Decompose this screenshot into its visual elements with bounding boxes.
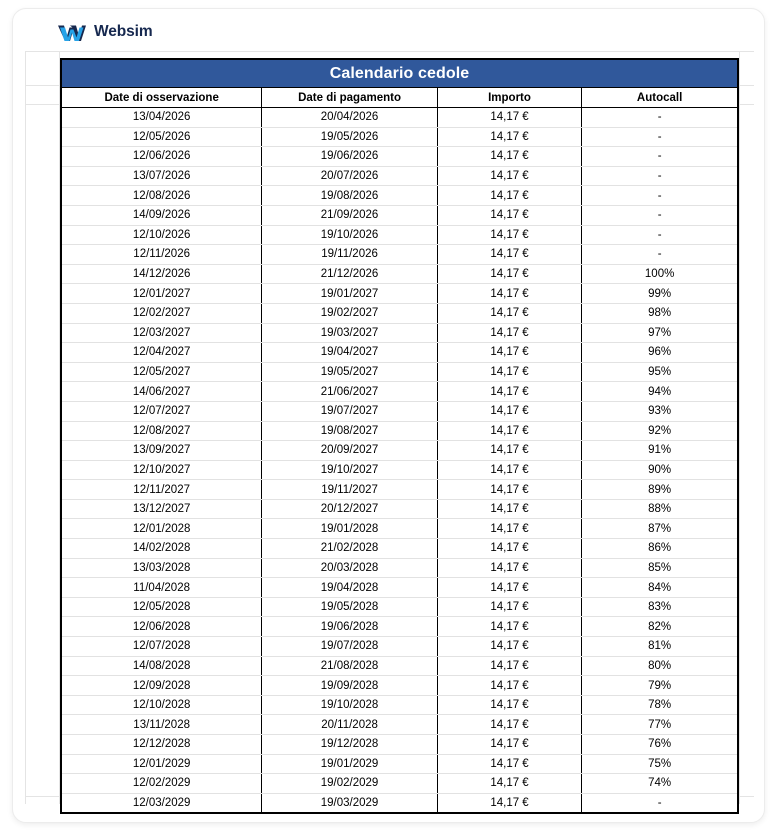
- table-row: [62, 774, 737, 794]
- table-row: [62, 460, 737, 480]
- cell-observation-date: 14/02/2028: [62, 539, 262, 559]
- cell-amount: 14,17 €: [437, 637, 581, 657]
- table-row: [62, 441, 737, 461]
- cell-observation-date: 12/02/2029: [62, 774, 262, 794]
- cell-observation-date: 14/06/2027: [62, 382, 262, 402]
- table-row: [62, 108, 737, 128]
- table-row: [62, 499, 737, 519]
- table-row: [62, 695, 737, 715]
- cell-payment-date: 19/02/2029: [262, 774, 438, 794]
- cell-autocall: 88%: [582, 499, 737, 519]
- cell-autocall: 84%: [582, 578, 737, 598]
- table-row: [62, 264, 737, 284]
- cell-amount: 14,17 €: [437, 382, 581, 402]
- cell-autocall: 92%: [582, 421, 737, 441]
- cell-payment-date: 19/06/2028: [262, 617, 438, 637]
- cell-observation-date: 12/09/2028: [62, 676, 262, 696]
- cell-payment-date: 19/12/2028: [262, 735, 438, 755]
- cell-payment-date: 19/11/2026: [262, 245, 438, 265]
- cell-amount: 14,17 €: [437, 362, 581, 382]
- cell-autocall: 78%: [582, 695, 737, 715]
- cell-autocall: 94%: [582, 382, 737, 402]
- cell-observation-date: 14/09/2026: [62, 205, 262, 225]
- cell-amount: 14,17 €: [437, 205, 581, 225]
- table-row: [62, 382, 737, 402]
- table-row: [62, 676, 737, 696]
- cell-payment-date: 19/05/2028: [262, 597, 438, 617]
- cell-payment-date: 19/01/2027: [262, 284, 438, 304]
- table-row: [62, 343, 737, 363]
- cell-amount: 14,17 €: [437, 793, 581, 812]
- coupon-calendar-table: [62, 88, 737, 812]
- table-row: [62, 656, 737, 676]
- cell-payment-date: 20/04/2026: [262, 108, 438, 128]
- table-row: [62, 362, 737, 382]
- cell-amount: 14,17 €: [437, 735, 581, 755]
- cell-payment-date: 21/06/2027: [262, 382, 438, 402]
- cell-autocall: 99%: [582, 284, 737, 304]
- cell-amount: 14,17 €: [437, 284, 581, 304]
- cell-observation-date: 12/06/2026: [62, 147, 262, 167]
- cell-observation-date: 13/09/2027: [62, 441, 262, 461]
- cell-amount: 14,17 €: [437, 676, 581, 696]
- websim-w-logo-icon: [57, 21, 87, 43]
- cell-amount: 14,17 €: [437, 754, 581, 774]
- cell-amount: 14,17 €: [437, 695, 581, 715]
- table-row: [62, 754, 737, 774]
- cell-autocall: 97%: [582, 323, 737, 343]
- cell-amount: 14,17 €: [437, 441, 581, 461]
- cell-autocall: 74%: [582, 774, 737, 794]
- table-row: [62, 715, 737, 735]
- cell-amount: 14,17 €: [437, 617, 581, 637]
- cell-autocall: 83%: [582, 597, 737, 617]
- cell-observation-date: 12/05/2027: [62, 362, 262, 382]
- cell-autocall: -: [582, 186, 737, 206]
- cell-payment-date: 19/03/2027: [262, 323, 438, 343]
- table-row: [62, 617, 737, 637]
- cell-autocall: -: [582, 166, 737, 186]
- column-header-payment-dates: Date di pagamento: [262, 88, 438, 108]
- cell-observation-date: 12/12/2028: [62, 735, 262, 755]
- table-row: [62, 793, 737, 812]
- cell-payment-date: 21/08/2028: [262, 656, 438, 676]
- table-row: [62, 578, 737, 598]
- cell-amount: 14,17 €: [437, 519, 581, 539]
- cell-autocall: 76%: [582, 735, 737, 755]
- cell-observation-date: 12/06/2028: [62, 617, 262, 637]
- cell-observation-date: 13/12/2027: [62, 499, 262, 519]
- cell-autocall: 85%: [582, 558, 737, 578]
- cell-payment-date: 20/11/2028: [262, 715, 438, 735]
- cell-observation-date: 12/05/2028: [62, 597, 262, 617]
- cell-autocall: -: [582, 127, 737, 147]
- cell-amount: 14,17 €: [437, 401, 581, 421]
- column-header-autocall: Autocall: [582, 88, 737, 108]
- cell-payment-date: 19/01/2029: [262, 754, 438, 774]
- cell-observation-date: 12/01/2028: [62, 519, 262, 539]
- sheet-gridline-vertical: [25, 51, 26, 804]
- cell-autocall: 79%: [582, 676, 737, 696]
- cell-autocall: -: [582, 108, 737, 128]
- cell-autocall: -: [582, 225, 737, 245]
- cell-payment-date: 19/07/2028: [262, 637, 438, 657]
- table-body: [62, 108, 737, 813]
- table-row: [62, 127, 737, 147]
- table-row: [62, 597, 737, 617]
- cell-observation-date: 11/04/2028: [62, 578, 262, 598]
- table-row: [62, 147, 737, 167]
- cell-observation-date: 12/03/2029: [62, 793, 262, 812]
- cell-observation-date: 13/11/2028: [62, 715, 262, 735]
- cell-payment-date: 19/11/2027: [262, 480, 438, 500]
- cell-payment-date: 19/10/2027: [262, 460, 438, 480]
- table-row: [62, 480, 737, 500]
- cell-amount: 14,17 €: [437, 323, 581, 343]
- cell-autocall: 95%: [582, 362, 737, 382]
- cell-observation-date: 12/05/2026: [62, 127, 262, 147]
- page-title: Calendario cedole: [62, 60, 737, 88]
- table-row: [62, 303, 737, 323]
- cell-autocall: 100%: [582, 264, 737, 284]
- brand-name: Websim: [94, 23, 153, 40]
- cell-amount: 14,17 €: [437, 656, 581, 676]
- cell-observation-date: 12/01/2027: [62, 284, 262, 304]
- cell-amount: 14,17 €: [437, 245, 581, 265]
- table-header: [62, 88, 737, 108]
- cell-observation-date: 12/02/2027: [62, 303, 262, 323]
- cell-amount: 14,17 €: [437, 108, 581, 128]
- cell-amount: 14,17 €: [437, 147, 581, 167]
- cell-payment-date: 21/02/2028: [262, 539, 438, 559]
- cell-autocall: -: [582, 205, 737, 225]
- cell-payment-date: 19/08/2027: [262, 421, 438, 441]
- table-row: [62, 284, 737, 304]
- cell-amount: 14,17 €: [437, 421, 581, 441]
- table-row: [62, 539, 737, 559]
- cell-payment-date: 20/09/2027: [262, 441, 438, 461]
- cell-observation-date: 12/03/2027: [62, 323, 262, 343]
- cell-observation-date: 12/11/2026: [62, 245, 262, 265]
- cell-amount: 14,17 €: [437, 539, 581, 559]
- cell-observation-date: 12/01/2029: [62, 754, 262, 774]
- cell-observation-date: 12/10/2026: [62, 225, 262, 245]
- cell-amount: 14,17 €: [437, 499, 581, 519]
- cell-observation-date: 14/12/2026: [62, 264, 262, 284]
- cell-amount: 14,17 €: [437, 264, 581, 284]
- cell-autocall: 81%: [582, 637, 737, 657]
- cell-payment-date: 20/07/2026: [262, 166, 438, 186]
- cell-observation-date: 12/10/2028: [62, 695, 262, 715]
- cell-autocall: 80%: [582, 656, 737, 676]
- cell-amount: 14,17 €: [437, 127, 581, 147]
- cell-payment-date: 19/04/2027: [262, 343, 438, 363]
- table-row: [62, 205, 737, 225]
- sheet-gridline-horizontal: [25, 51, 754, 52]
- cell-observation-date: 14/08/2028: [62, 656, 262, 676]
- table-row: [62, 186, 737, 206]
- cell-observation-date: 12/04/2027: [62, 343, 262, 363]
- table-row: [62, 323, 737, 343]
- cell-payment-date: 21/12/2026: [262, 264, 438, 284]
- cell-observation-date: 12/07/2028: [62, 637, 262, 657]
- cell-observation-date: 13/04/2026: [62, 108, 262, 128]
- cell-amount: 14,17 €: [437, 715, 581, 735]
- calendar-table-block: [60, 58, 739, 814]
- cell-autocall: 89%: [582, 480, 737, 500]
- table-row: [62, 735, 737, 755]
- cell-amount: 14,17 €: [437, 166, 581, 186]
- brand-header: [57, 15, 153, 49]
- cell-amount: 14,17 €: [437, 186, 581, 206]
- cell-autocall: 82%: [582, 617, 737, 637]
- cell-payment-date: 19/05/2027: [262, 362, 438, 382]
- cell-autocall: 77%: [582, 715, 737, 735]
- cell-autocall: 86%: [582, 539, 737, 559]
- table-row: [62, 245, 737, 265]
- cell-payment-date: 19/06/2026: [262, 147, 438, 167]
- cell-autocall: -: [582, 793, 737, 812]
- cell-amount: 14,17 €: [437, 460, 581, 480]
- cell-payment-date: 19/10/2028: [262, 695, 438, 715]
- table-row: [62, 401, 737, 421]
- cell-autocall: -: [582, 147, 737, 167]
- cell-autocall: 96%: [582, 343, 737, 363]
- cell-observation-date: 12/11/2027: [62, 480, 262, 500]
- spreadsheet-surface: [25, 51, 754, 810]
- table-row: [62, 519, 737, 539]
- cell-payment-date: 19/01/2028: [262, 519, 438, 539]
- cell-autocall: 91%: [582, 441, 737, 461]
- cell-payment-date: 19/04/2028: [262, 578, 438, 598]
- cell-amount: 14,17 €: [437, 225, 581, 245]
- cell-amount: 14,17 €: [437, 303, 581, 323]
- page-card: [12, 8, 765, 823]
- cell-autocall: 75%: [582, 754, 737, 774]
- cell-observation-date: 12/08/2026: [62, 186, 262, 206]
- cell-payment-date: 19/02/2027: [262, 303, 438, 323]
- cell-payment-date: 19/08/2026: [262, 186, 438, 206]
- cell-payment-date: 20/03/2028: [262, 558, 438, 578]
- cell-autocall: -: [582, 245, 737, 265]
- cell-observation-date: 12/10/2027: [62, 460, 262, 480]
- cell-payment-date: 20/12/2027: [262, 499, 438, 519]
- cell-observation-date: 12/07/2027: [62, 401, 262, 421]
- cell-amount: 14,17 €: [437, 558, 581, 578]
- sheet-gridline-vertical: [739, 51, 740, 804]
- cell-autocall: 87%: [582, 519, 737, 539]
- cell-observation-date: 13/03/2028: [62, 558, 262, 578]
- cell-amount: 14,17 €: [437, 774, 581, 794]
- table-row: [62, 637, 737, 657]
- cell-autocall: 98%: [582, 303, 737, 323]
- cell-payment-date: 19/05/2026: [262, 127, 438, 147]
- cell-payment-date: 19/03/2029: [262, 793, 438, 812]
- cell-payment-date: 19/10/2026: [262, 225, 438, 245]
- cell-autocall: 90%: [582, 460, 737, 480]
- table-row: [62, 225, 737, 245]
- cell-autocall: 93%: [582, 401, 737, 421]
- cell-payment-date: 19/09/2028: [262, 676, 438, 696]
- cell-amount: 14,17 €: [437, 480, 581, 500]
- cell-observation-date: 12/08/2027: [62, 421, 262, 441]
- table-row: [62, 166, 737, 186]
- table-row: [62, 421, 737, 441]
- table-header-row: [62, 88, 737, 108]
- cell-payment-date: 19/07/2027: [262, 401, 438, 421]
- column-header-observation-dates: Date di osservazione: [62, 88, 262, 108]
- cell-amount: 14,17 €: [437, 597, 581, 617]
- cell-amount: 14,17 €: [437, 578, 581, 598]
- column-header-amount: Importo: [437, 88, 581, 108]
- cell-observation-date: 13/07/2026: [62, 166, 262, 186]
- cell-payment-date: 21/09/2026: [262, 205, 438, 225]
- cell-amount: 14,17 €: [437, 343, 581, 363]
- table-row: [62, 558, 737, 578]
